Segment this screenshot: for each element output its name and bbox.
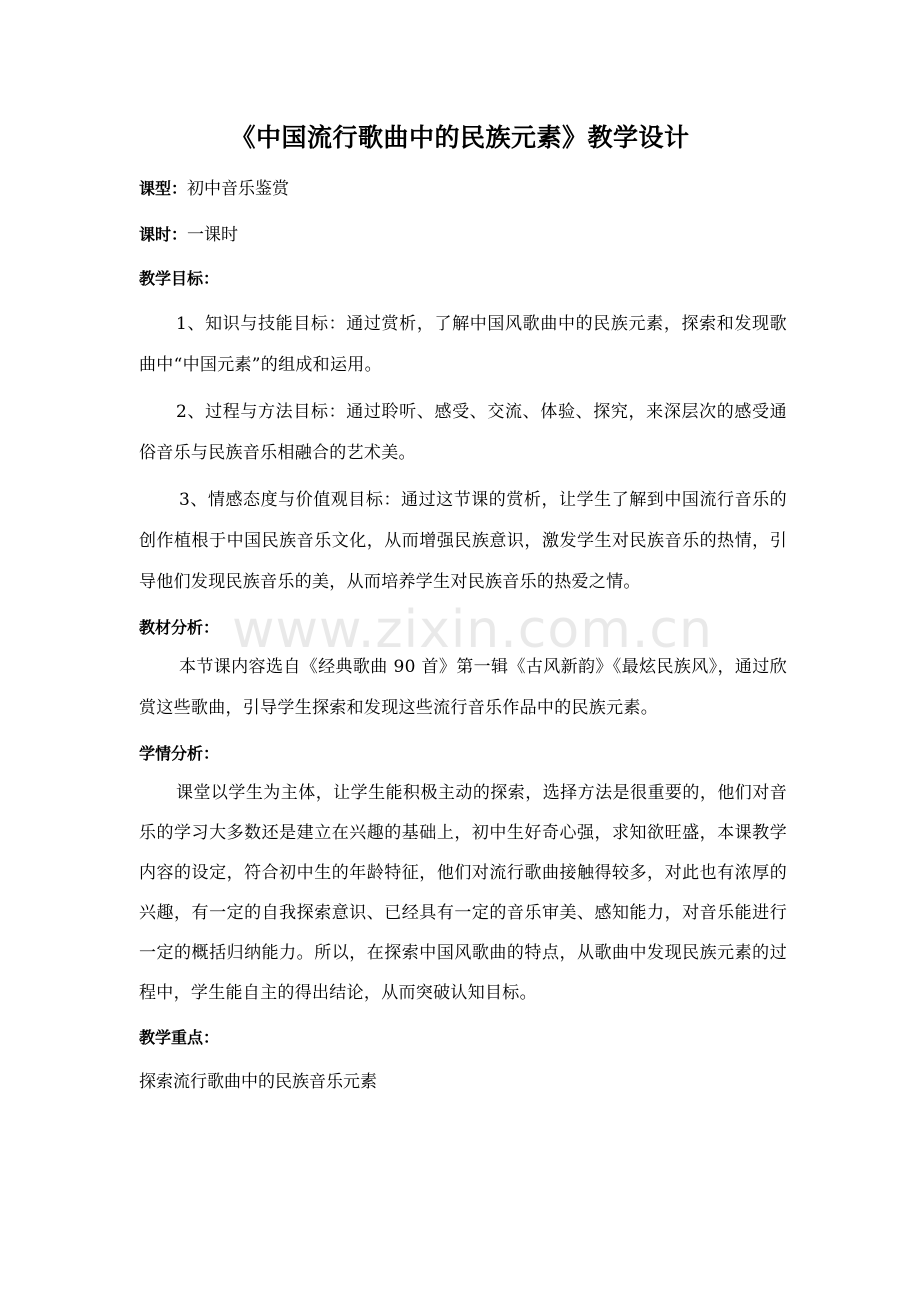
document-body	[139, 170, 787, 1101]
objective-item-attitude: 3、情感态度与价值观目标：通过这节课的赏析，让学生了解到中国流行音乐的创作植根于中国民族音乐文化，从而增强民族意识，激发学生对民族音乐的热情，引导他们发现民族音乐的美，从而培养学生对民族音乐的热爱之情。	[139, 490, 787, 592]
objective-item-process: 2、过程与方法目标：通过聆听、感受、交流、体验、探究，来深层次的感受通俗音乐与民族音乐相融合的艺术美。	[139, 402, 787, 463]
watermark-text: www.zixin.com.cn	[232, 600, 713, 660]
objective-item-knowledge: 1、知识与技能目标：通过赏析，了解中国风歌曲中的民族元素，探索和发现歌曲中“中国元素”的组成和运用。	[139, 314, 787, 375]
key-points-heading: 教学重点：	[139, 1028, 220, 1047]
key-points-text: 探索流行歌曲中的民族音乐元素	[139, 1072, 377, 1092]
student-analysis-text: 课堂以学生为主体，让学生能积极主动的探索，选择方法是很重要的，他们对音乐的学习大多数还是建立在兴趣的基础上，初中生好奇心强，求知欲旺盛，本课教学内容的设定，符合初中生的年龄特征，他们对流行歌曲接触得较多，对此也有浓厚的兴趣，有一定的自我探索意识、已经具有一定的音乐审美、感知能力，对音乐能进行一定的概括归纳能力。所以，在探索中国风歌曲的特点，从歌曲中发现民族元素的过程中，学生能自主的得出结论，从而突破认知目标。	[139, 783, 787, 1003]
class-hours-value: 一课时	[187, 225, 239, 245]
material-analysis-text: 本节课内容选自《经典歌曲 90 首》第一辑《古风新韵》《最炫民族风》，通过欣赏这些歌曲，引导学生探索和发现这些流行音乐作品中的民族元素。	[139, 657, 787, 718]
course-type-value: 初中音乐鉴赏	[187, 179, 290, 199]
document-title: 《中国流行歌曲中的民族元素》教学设计	[230, 123, 690, 152]
material-analysis-heading: 教材分析：	[139, 618, 220, 637]
course-type-label: 课型：	[139, 179, 188, 198]
objectives-heading: 教学目标：	[139, 269, 220, 288]
class-hours-label: 课时：	[139, 225, 188, 244]
course-type-row	[139, 170, 787, 208]
class-hours-row	[139, 216, 787, 254]
student-analysis-heading: 学情分析：	[139, 744, 220, 763]
